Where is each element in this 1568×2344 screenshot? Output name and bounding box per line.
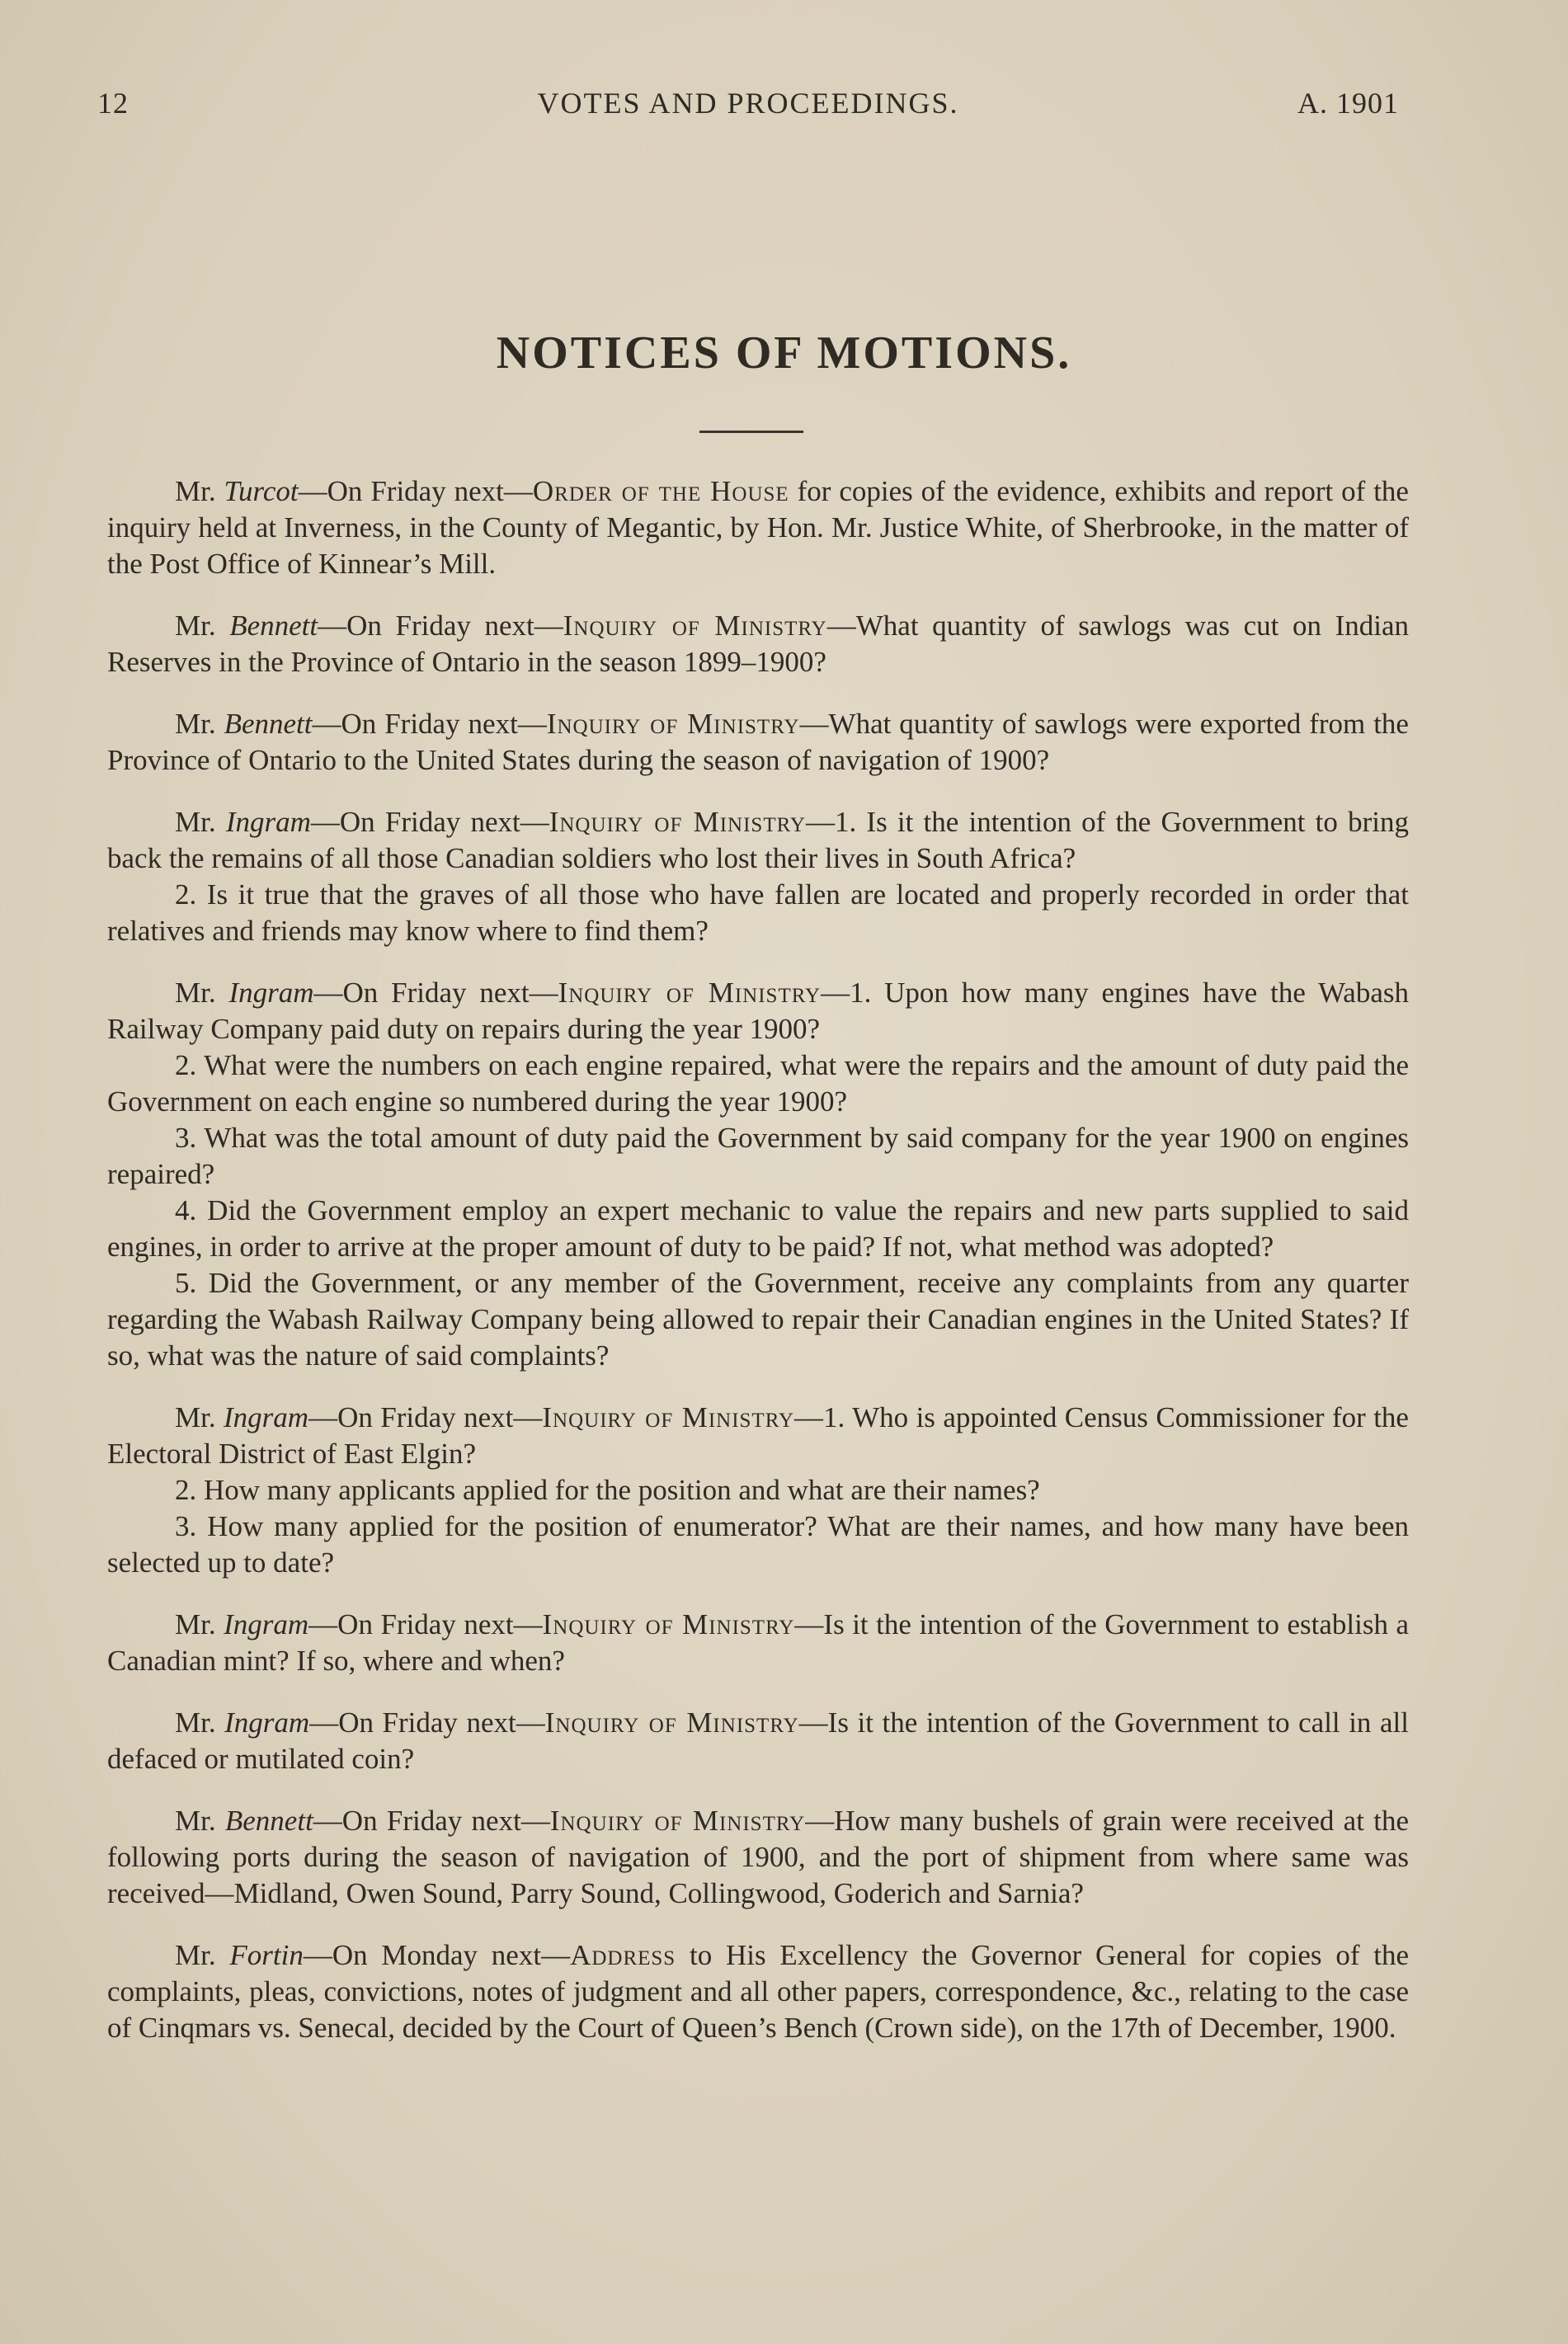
notice-text: 2. How many applicants applied for the position and what are their names? xyxy=(175,1474,1040,1506)
session-label: A. 1901 xyxy=(1297,87,1399,120)
notice-item xyxy=(107,1400,1409,1581)
notice-paragraph: Mr. Bennett—On Friday next—Inquiry of Ministry—What quantity of sawlogs were exported from the Province of Ontario to the United States during the season of navigation of 1900? xyxy=(107,708,1409,776)
notice-text: to His Excellency the Governor General for copies of the complaints, pleas, convictions, notes of judgment and all other papers, correspondence, &c., relating to the case of Cinqmars vs. Senecal, decided by the Court of Queen’s Bench (Crown side), on the 17th of December, 1900. xyxy=(107,1939,1409,2044)
member-name: Fortin xyxy=(229,1939,304,1971)
notice-item xyxy=(107,975,1409,1374)
notice-kind: Inquiry of Ministry xyxy=(549,1805,806,1837)
member-name: Turcot xyxy=(224,475,299,507)
notice-paragraph xyxy=(107,877,1409,949)
section-title: NOTICES OF MOTIONS. xyxy=(496,327,1072,379)
notice-item xyxy=(107,1705,1409,1777)
member-name: Bennett xyxy=(229,610,318,642)
notice-item xyxy=(107,608,1409,680)
notice-text: 2. Is it true that the graves of all those who have fallen are located and properly recorded in order that relatives and friends may know where to find them? xyxy=(107,878,1409,947)
notices-list xyxy=(107,473,1409,2072)
notice-item xyxy=(107,473,1409,582)
notice-text: Is it the intention of the Government to call in all defaced or mutilated coin? xyxy=(107,1706,1409,1775)
notice-text: Is it the intention of the Government to establish a Canadian mint? If so, where and when? xyxy=(107,1608,1409,1677)
notice-paragraph xyxy=(107,1509,1409,1581)
notice-date: On Friday next xyxy=(338,1706,516,1739)
notice-kind: Inquiry of Ministry xyxy=(546,708,800,740)
notice-item xyxy=(107,1937,1409,2046)
notice-date: On Friday next xyxy=(339,806,520,838)
notice-paragraph: Mr. Bennett—On Friday next—Inquiry of Ministry—What quantity of sawlogs was cut on Indian Reserves in the Province of Ontario in the season 1899–1900? xyxy=(107,610,1409,678)
notice-paragraph: Mr. Ingram—On Friday next—Inquiry of Ministry—Is it the intention of the Government to establish a Canadian mint? If so, where and when? xyxy=(107,1608,1409,1677)
notice-text: 1. Upon how many engines have the Wabash Railway Company paid duty on repairs during the year 1900? xyxy=(107,977,1409,1045)
notice-paragraph xyxy=(107,1472,1409,1509)
member-name: Ingram xyxy=(224,1706,310,1739)
notice-paragraph xyxy=(107,1193,1409,1265)
notice-text: How many bushels of grain were received at the following ports during the season of navigation of 1900, and the port of shipment from where same was received—Midland, Owen Sound, Parry Sound, Collingwood, Goderich and Sarnia? xyxy=(107,1805,1409,1909)
member-name: Bennett xyxy=(224,1805,313,1837)
notice-kind: Order of the House xyxy=(532,475,789,507)
notice-item xyxy=(107,706,1409,779)
notice-kind: Inquiry of Ministry xyxy=(549,806,806,838)
notice-item xyxy=(107,804,1409,949)
notice-kind: Inquiry of Ministry xyxy=(563,610,827,642)
notice-text: 2. What were the numbers on each engine repaired, what were the repairs and the amount of duty paid the Government on each engine so numbered during the year 1900? xyxy=(107,1049,1409,1118)
notice-date: On Friday next xyxy=(342,977,530,1009)
member-name: Ingram xyxy=(224,1401,309,1433)
notice-text: 4. Did the Government employ an expert mechanic to value the repairs and new parts supplied to said engines, in order to arrive at the proper amount of duty to be paid? If not, what method was adopted? xyxy=(107,1194,1409,1263)
notice-text: 1. Is it the intention of the Government to bring back the remains of all those Canadian soldiers who lost their lives in South Africa? xyxy=(107,806,1409,874)
notice-item xyxy=(107,1803,1409,1912)
notice-text: for copies of the evidence, exhibits and report of the inquiry held at Inverness, in the County of Megantic, by Hon. Mr. Justice White, of Sherbrooke, in the matter of the Post Office of Kinnear’s Mill. xyxy=(107,475,1409,580)
notice-paragraph: Mr. Ingram—On Friday next—Inquiry of Ministry—1. Is it the intention of the Government to bring back the remains of all those Canadian soldiers who lost their lives in South Africa? xyxy=(107,806,1409,874)
notice-paragraph xyxy=(107,1265,1409,1374)
notice-paragraph: Mr. Ingram—On Friday next—Inquiry of Ministry—1. Upon how many engines have the Wabash Railway Company paid duty on repairs during the year 1900? xyxy=(107,977,1409,1045)
notice-date: On Friday next xyxy=(341,1805,521,1837)
notice-kind: Inquiry of Ministry xyxy=(542,1401,795,1433)
member-name: Ingram xyxy=(228,977,314,1009)
notice-paragraph xyxy=(107,1120,1409,1193)
notice-text: 5. Did the Government, or any member of the Government, receive any complaints from any quarter regarding the Wabash Railway Company being allowed to repair their Canadian engines in the United States? If so, what was the nature of said complaints? xyxy=(107,1267,1409,1372)
notice-paragraph xyxy=(107,1047,1409,1120)
title-rule xyxy=(699,431,803,433)
running-title: VOTES AND PROCEEDINGS. xyxy=(537,87,959,120)
running-head xyxy=(97,86,1399,127)
notice-paragraph: Mr. Ingram—On Friday next—Inquiry of Ministry—Is it the intention of the Government to call in all defaced or mutilated coin? xyxy=(107,1706,1409,1775)
notice-date: On Friday next xyxy=(337,1608,514,1640)
notice-date: On Friday next xyxy=(337,1401,514,1433)
notice-paragraph: Mr. Bennett—On Friday next—Inquiry of Ministry—How many bushels of grain were received at the following ports during the season of navigation of 1900, and the port of shipment from where same was received—Midland, Owen Sound, Parry Sound, Collingwood, Goderich and Sarnia? xyxy=(107,1805,1409,1909)
member-name: Ingram xyxy=(225,806,311,838)
notice-date: On Monday next xyxy=(332,1939,542,1971)
notice-text: 3. How many applied for the position of enumerator? What are their names, and how many have been selected up to date? xyxy=(107,1510,1409,1579)
notice-paragraph: Mr. Turcot—On Friday next—Order of the House for copies of the evidence, exhibits and report of the inquiry held at Inverness, in the County of Megantic, by Hon. Mr. Justice White, of Sherbrooke, in the matter of the Post Office of Kinnear’s Mill. xyxy=(107,475,1409,580)
member-name: Bennett xyxy=(224,708,313,740)
notice-text: What quantity of sawlogs was cut on Indian Reserves in the Province of Ontario in the season 1899–1900? xyxy=(107,610,1409,678)
notice-text: What quantity of sawlogs were exported from the Province of Ontario to the United States during the season of navigation of 1900? xyxy=(107,708,1409,776)
notice-kind: Address xyxy=(570,1939,676,1971)
notice-kind: Inquiry of Ministry xyxy=(542,1608,795,1640)
notice-date: On Friday next xyxy=(341,708,518,740)
page-number: 12 xyxy=(97,87,129,120)
notice-date: On Friday next xyxy=(346,610,534,642)
member-name: Ingram xyxy=(224,1608,309,1640)
notice-paragraph: Mr. Fortin—On Monday next—Address to His Excellency the Governor General for copies of the complaints, pleas, convictions, notes of judgment and all other papers, correspondence, &c., relating to the case of Cinqmars vs. Senecal, decided by the Court of Queen’s Bench (Crown side), on the 17th of December, 1900. xyxy=(107,1939,1409,2044)
notice-text: 1. Who is appointed Census Commissioner for the Electoral District of East Elgin? xyxy=(107,1401,1409,1470)
notice-paragraph: Mr. Ingram—On Friday next—Inquiry of Ministry—1. Who is appointed Census Commissioner for the Electoral District of East Elgin? xyxy=(107,1401,1409,1470)
notice-date: On Friday next xyxy=(327,475,504,507)
notice-kind: Inquiry of Ministry xyxy=(544,1706,799,1739)
notice-kind: Inquiry of Ministry xyxy=(558,977,822,1009)
notice-text: 3. What was the total amount of duty paid the Government by said company for the year 1900 on engines repaired? xyxy=(107,1122,1409,1190)
notice-item xyxy=(107,1607,1409,1679)
